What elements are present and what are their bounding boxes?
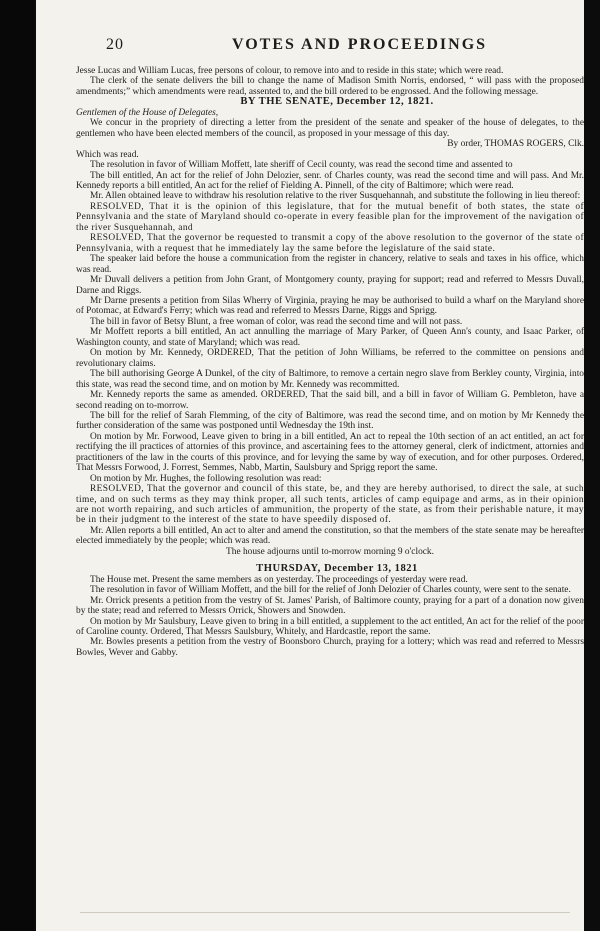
paragraph: On motion by Mr Saulsbury, Leave given to bring in a bill entitled, a supplement to the act entitled, An act for the relief of the poor of Caroline county. Ordered, That Messrs Saulsbury, Whitely, and Hardcastle, report the same. [76,616,584,638]
running-head: VOTES AND PROCEEDINGS [232,36,488,53]
paragraph: Mr Moffett reports a bill entitled, An act annulling the marriage of Mary Parker, of Queen Ann's county, and Isaac Parker, of Washington county, and state of Maryland; which was read. [76,327,584,348]
page-number: 20 [106,36,124,53]
resolution: RESOLVED, That the governor and council of this state, be, and they are hereby authorised, to direct the sale, at such time, and on such terms as they may think proper, all such tents, articles of camp equipage and arms, as in their opinion are not worth repairing, and such articles of ammunition, the property of the state, as from their perishable nature, it may be in their judgment to the interest of the state to have speedily disposed of. [76,484,584,526]
paragraph: On motion by Mr. Hughes, the following resolution was read: [90,473,322,484]
paragraph: Mr. Kennedy reports the same as amended. ORDERED, That the said bill, and a bill in favor of William G. Pembleton, have a second reading on to-morrow. [76,390,584,411]
salutation: Gentlemen of the House of Delegates, [76,107,219,118]
paragraph: The resolution in favor of William Moffett, late sheriff of Cecil county, was read the second time and assented to [90,160,513,171]
paragraph: The bill in favor of Betsy Blunt, a free woman of color, was read the second time and will not pass. [90,316,463,327]
paragraph: The bill authorising George A Dunkel, of the city of Baltimore, to remove a certain negro slave from Berkley county, Virginia, into this state, was read the second time, and on motion by Mr. Kennedy was recommitted. [76,369,584,390]
paragraph: Mr. Bowles presents a petition from the vestry of Boonsboro Church, praying for a lottery; which was read and referred to Messrs Bowles, Wever and Gabby. [76,637,584,658]
resolution: RESOLVED, That it is the opinion of this legislature, that for the mutual benefit of both states, the state of Pennsylvania and the state of Maryland should co-operate in every feasible plan for the improvement of the navigation of the river Susquehannah, and [76,201,584,233]
paragraph: The bill entitled, An act for the relief of John Delozier, senr. of Charles county, was read the second time and will pass. And Mr. Kennedy reports a bill entitled, An act for the relief of Fielding A. Pinnell, of the city of Baltimore; which were read. [76,170,584,191]
paragraph: Jesse Lucas and William Lucas, free persons of colour, to remove into and to reside in this state; which were read. [76,66,504,76]
paragraph: Mr. Orrick presents a petition from the vestry of St. James' Parish, of Baltimore county, praying for a part of a donation now given by the state; read and referred to Messrs Orrick, Showers and Snowden. [76,595,584,617]
paragraph: We concur in the propriety of directing a letter from the president of the senate and speaker of the house of delegates, to the gentlemen who have been elected members of the council, as proposed in your message of this day. [76,118,584,139]
paragraph: Mr Duvall delivers a petition from John Grant, of Montgomery county, praying for support; read and referred to Messrs Duvall, Darne and Riggs. [76,275,584,296]
document-page [36,0,584,931]
resolution: RESOLVED, That the governor be requested to transmit a copy of the above resolution to the governor of the state of Pennsylvania, with a request that he immediately lay the same before the legislature of the said state. [76,233,584,254]
paragraph: The resolution in favor of William Moffett, and the bill for the relief of Jonh Delozier of Charles county, were sent to the senate. [90,585,571,596]
paragraph: The House met. Present the same members as on yesterday. The proceedings of yesterday were read. [90,574,468,585]
paragraph: Mr. Allen reports a bill entitled, An act to alter and amend the constitution, so that the members of the state senate may be hereafter elected immediately by the people; which was read. [76,525,584,547]
paragraph: Which was read. [76,149,139,160]
document-body [76,66,584,658]
scan-border-left [0,0,34,931]
paragraph: The speaker laid before the house a communication from the register in chancery, relative to seals and taxes in his office, which was read. [76,254,584,275]
paragraph: Mr Darne presents a petition from Silas Wherry of Virginia, praying he may be authorised to build a wharf on the Maryland shore of Potomac, at Edward's Ferry; which was read and referred to Messrs Darne, Riggs and Sprigg. [76,295,584,317]
paragraph: Mr. Allen obtained leave to withdraw his resolution relative to the river Susquehannah, and substitute the following in lieu thereof: [90,191,581,202]
senate-message-heading: BY THE SENATE, December 12, 1821. [240,96,434,108]
page-bottom-rule [80,912,570,913]
paragraph: The clerk of the senate delivers the bill to change the name of Madison Smith Norris, endorsed, “ will pass with the proposed amendments;” which amendments were read, assented to, and the bill ordered to be engrossed. And the following message. [76,76,584,97]
thursday-heading: THURSDAY, December 13, 1821 [256,563,418,575]
signature-line: By order, THOMAS ROGERS, Clk. [447,139,584,150]
adjournment-line: The house adjourns until to-morrow morning 9 o'clock. [226,546,434,557]
page-header [36,36,584,58]
paragraph: On motion by Mr. Forwood, Leave given to bring in a bill entitled, An act to repeal the 10th section of an act entitled, an act for rectifying the ill practices of attornies of this province, and ascertaining fees to the attorney general, clerk of indictment, attornies and practitioners of the law in the courts of this province, and for levying the same by way of execution, and for other purposes. Ordered, That Messrs Forwood, J. Forrest, Semmes, Nabb, Martin, Saulsbury and Sprigg report the same. [76,431,584,474]
paragraph: On motion by Mr. Kennedy, ORDERED, That the petition of John Williams, be referred to the committee on pensions and revolutionary claims. [76,348,584,369]
paragraph: The bill for the relief of Sarah Flemming, of the city of Baltimore, was read the second time, and on motion by Mr Kennedy the further consideration of the same was postponed until Wednesday the 19th inst. [76,410,584,432]
